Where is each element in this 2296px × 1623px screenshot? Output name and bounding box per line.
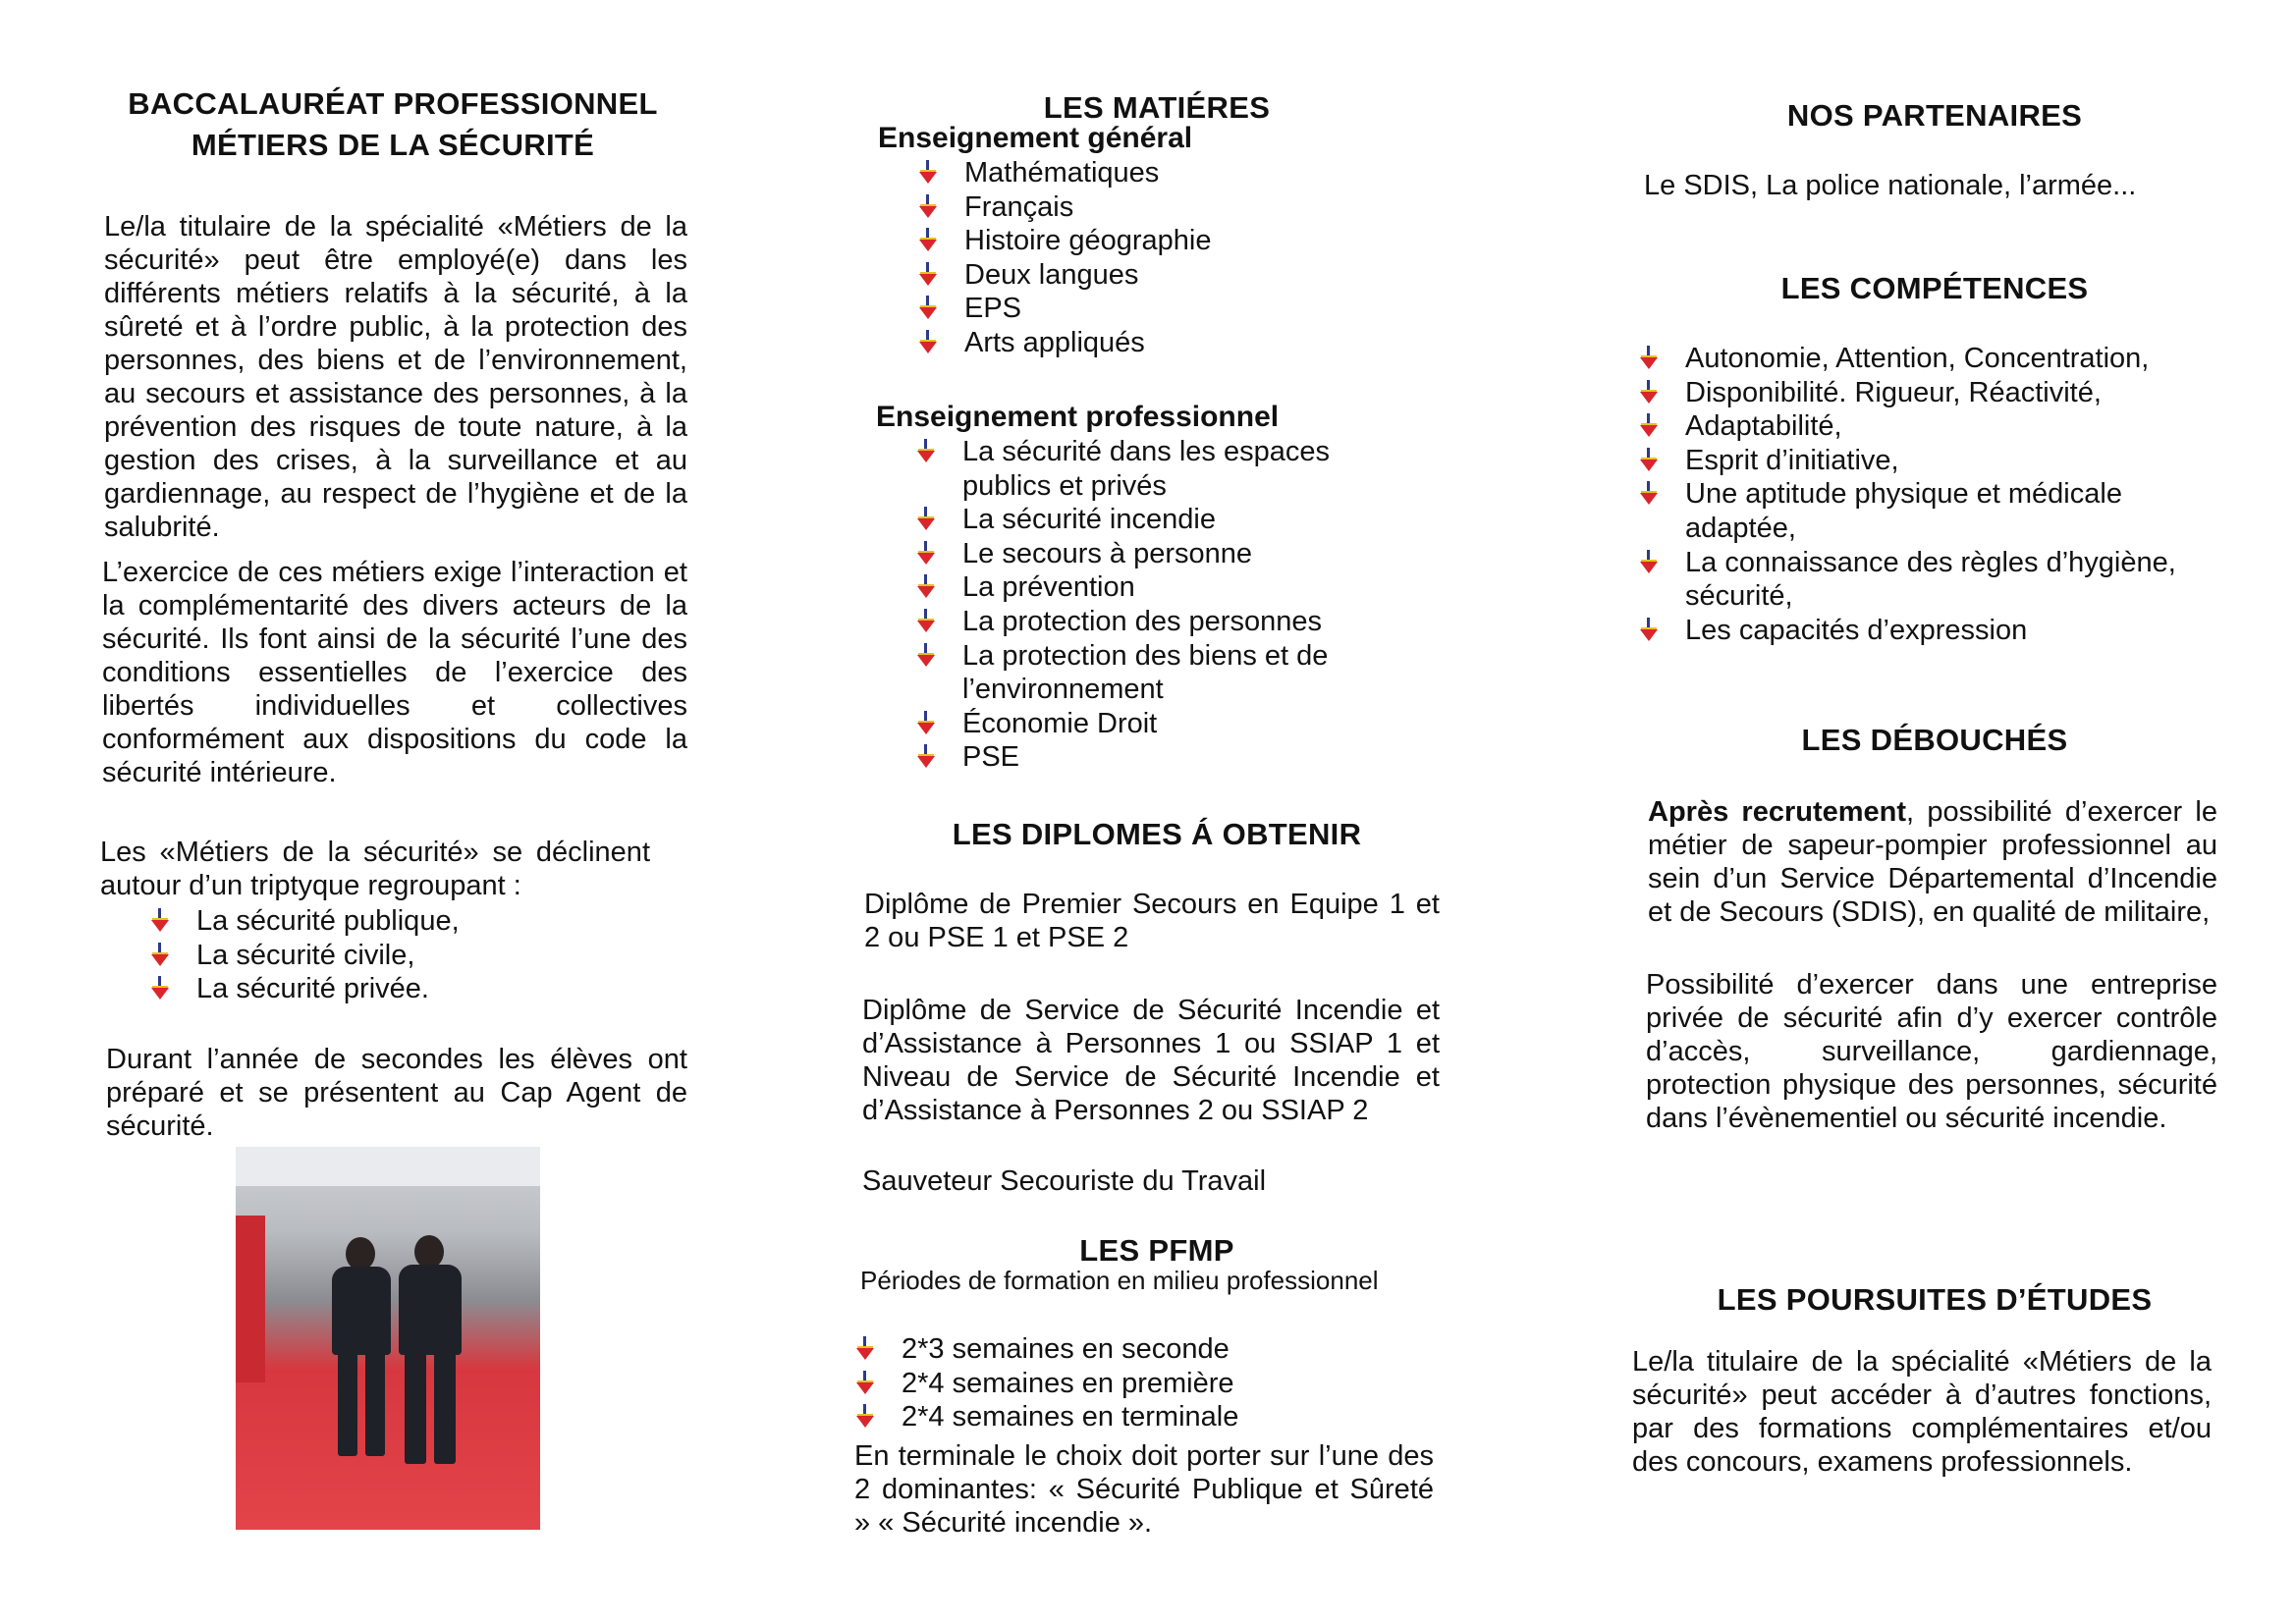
diplome-ssiap: Diplôme de Service de Sécurité Incendie et d’Assistance à Personnes 1 ou SSIAP 1 et Niveau de Service de Sécurité Incendie et d’Assistance à Personnes 2 ou SSIAP 2 [862,995,1440,1126]
students-photo [236,1147,540,1530]
down-arrow-icon [854,1403,876,1429]
matieres-title: LES MATIÉRES [1043,90,1271,125]
pro-list [909,435,1420,775]
down-arrow-icon [1638,480,1660,506]
down-arrow-icon [915,743,937,769]
list-item: Une aptitude physique et médicale adaptée, [1632,477,2147,545]
down-arrow-icon [1638,412,1660,438]
main-title-line2: MÉTIERS DE LA SÉCURITÉ [191,128,595,162]
down-arrow-icon [915,608,937,633]
list-item: Histoire géographie [911,224,1422,258]
intro-paragraph-2: L’exercice de ces métiers exige l’interaction et la complémentarité des divers acteurs de la sécurité. Ils font ainsi de la sécurité l’une des conditions essentielles de l’exercice des libertés individuelles et collectives conformément aux dispositions du code la sécurité intérieure. [102,557,687,788]
list-item: EPS [911,292,1422,326]
main-title-line1: BACCALAURÉAT PROFESSIONNEL [128,86,658,121]
pro-title: Enseignement professionnel [876,401,1280,433]
debouches-paragraph-1: Après recrutement, possibilité d’exercer le métier de sapeur-pompier professionnel au sein d’un Service Départemental d’Incendie et de Secours (SDIS), en qualité de militaire, [1648,796,2217,928]
debouches-paragraph-2: Possibilité d’exercer dans une entreprise privée de sécurité afin d’y exercer contrôle d’accès, surveillance, gardiennage, protection physique des personnes, sécurité dans l’évènementiel ou sécurité incendie. [1646,969,2217,1134]
list-item: 2*3 semaines en seconde [848,1332,1438,1367]
debouches-title: LES DÉBOUCHÉS [1801,723,2068,757]
list-item: Autonomie, Attention, Concentration, [1632,342,2221,376]
pfmp-note: En terminale le choix doit porter sur l’une des 2 dominantes: « Sécurité Publique et Sûreté » « Sécurité incendie ». [854,1440,1434,1539]
down-arrow-icon [915,438,937,463]
down-arrow-icon [917,159,939,185]
list-item: La sécurité privée. [143,972,634,1006]
list-item: Deux langues [911,258,1422,293]
list-item: Le secours à personne [909,537,1420,571]
down-arrow-icon [915,573,937,599]
pfmp-list [848,1332,1438,1434]
list-item: Esprit d’initiative, [1632,444,2221,478]
general-list [911,156,1422,360]
list-item: La protection des biens et de l’environnement [909,639,1420,707]
list-item: La sécurité publique, [143,904,634,939]
down-arrow-icon [1638,379,1660,405]
intro-paragraph: Le/la titulaire de la spécialité «Métiers de la sécurité» peut être employé(e) dans les différents métiers relatifs à la sécurité, à la sûreté et à l’ordre public, à la protection des personnes, des biens et de l’environnement, au secours et assistance des personnes, à la prévention des risques de toute nature, à la gestion des crises, à la surveillance et au gardiennage, au respect de l’hygiène et de la salubrité. [104,211,687,543]
down-arrow-icon [917,227,939,252]
seconde-paragraph: Durant l’année de secondes les élèves ont préparé et se présentent au Cap Agent de sécurité. [106,1044,687,1142]
down-arrow-icon [915,506,937,531]
pfmp-title: LES PFMP [1079,1233,1234,1268]
down-arrow-icon [917,261,939,287]
list-item: Mathématiques [911,156,1422,190]
etudes-title: LES POURSUITES D’ÉTUDES [1717,1282,2153,1317]
down-arrow-icon [917,329,939,354]
etudes-paragraph: Le/la titulaire de la spécialité «Métiers de la sécurité» peut accéder à d’autres fonctions, par des formations complémentaires et/ou des concours, examens professionnels. [1632,1346,2212,1478]
down-arrow-icon [854,1335,876,1361]
partners-text: Le SDIS, La police nationale, l’armée... [1644,170,2137,201]
list-item: La protection des personnes [909,605,1420,639]
down-arrow-icon [915,642,937,668]
list-item: Économie Droit [909,707,1420,741]
down-arrow-icon [149,975,171,1001]
pfmp-subtitle: Périodes de formation en milieu professionnel [860,1266,1379,1295]
debouches-bold: Après recrutement [1648,796,1907,828]
down-arrow-icon [1638,549,1660,574]
diplomes-title: LES DIPLOMES Á OBTENIR [952,817,1362,851]
general-title: Enseignement général [878,122,1193,154]
list-item: Français [911,190,1422,225]
list-item: La sécurité civile, [143,939,634,973]
competences-title: LES COMPÉTENCES [1780,271,2089,305]
list-item: Les capacités d’expression [1632,614,2221,648]
down-arrow-icon [1638,447,1660,472]
triptyque-list [143,904,634,1006]
down-arrow-icon [917,193,939,219]
down-arrow-icon [917,295,939,320]
list-item: 2*4 semaines en première [848,1367,1438,1401]
list-item: La sécurité dans les espaces publics et privés [909,435,1420,503]
list-item: La sécurité incendie [909,503,1420,537]
list-item: Arts appliqués [911,326,1422,360]
list-item: 2*4 semaines en terminale [848,1400,1438,1434]
down-arrow-icon [149,942,171,967]
down-arrow-icon [915,540,937,566]
list-item: Adaptabilité, [1632,409,2221,444]
down-arrow-icon [854,1370,876,1395]
competences-list [1632,342,2221,647]
down-arrow-icon [915,710,937,735]
list-item: Disponibilité. Rigueur, Réactivité, [1632,376,2221,410]
down-arrow-icon [1638,345,1660,370]
triptyque-intro: Les «Métiers de la sécurité» se déclinent autour d’un triptyque regroupant : [100,837,650,901]
list-item: PSE [909,740,1420,775]
down-arrow-icon [1638,617,1660,642]
diplome-sst: Sauveteur Secouriste du Travail [862,1165,1267,1197]
partners-title: NOS PARTENAIRES [1786,98,2083,133]
diplome-pse: Diplôme de Premier Secours en Equipe 1 et 2 ou PSE 1 et PSE 2 [864,889,1440,953]
down-arrow-icon [149,907,171,933]
list-item: La prévention [909,570,1420,605]
list-item: La connaissance des règles d’hygiène, sécurité, [1632,546,2255,614]
